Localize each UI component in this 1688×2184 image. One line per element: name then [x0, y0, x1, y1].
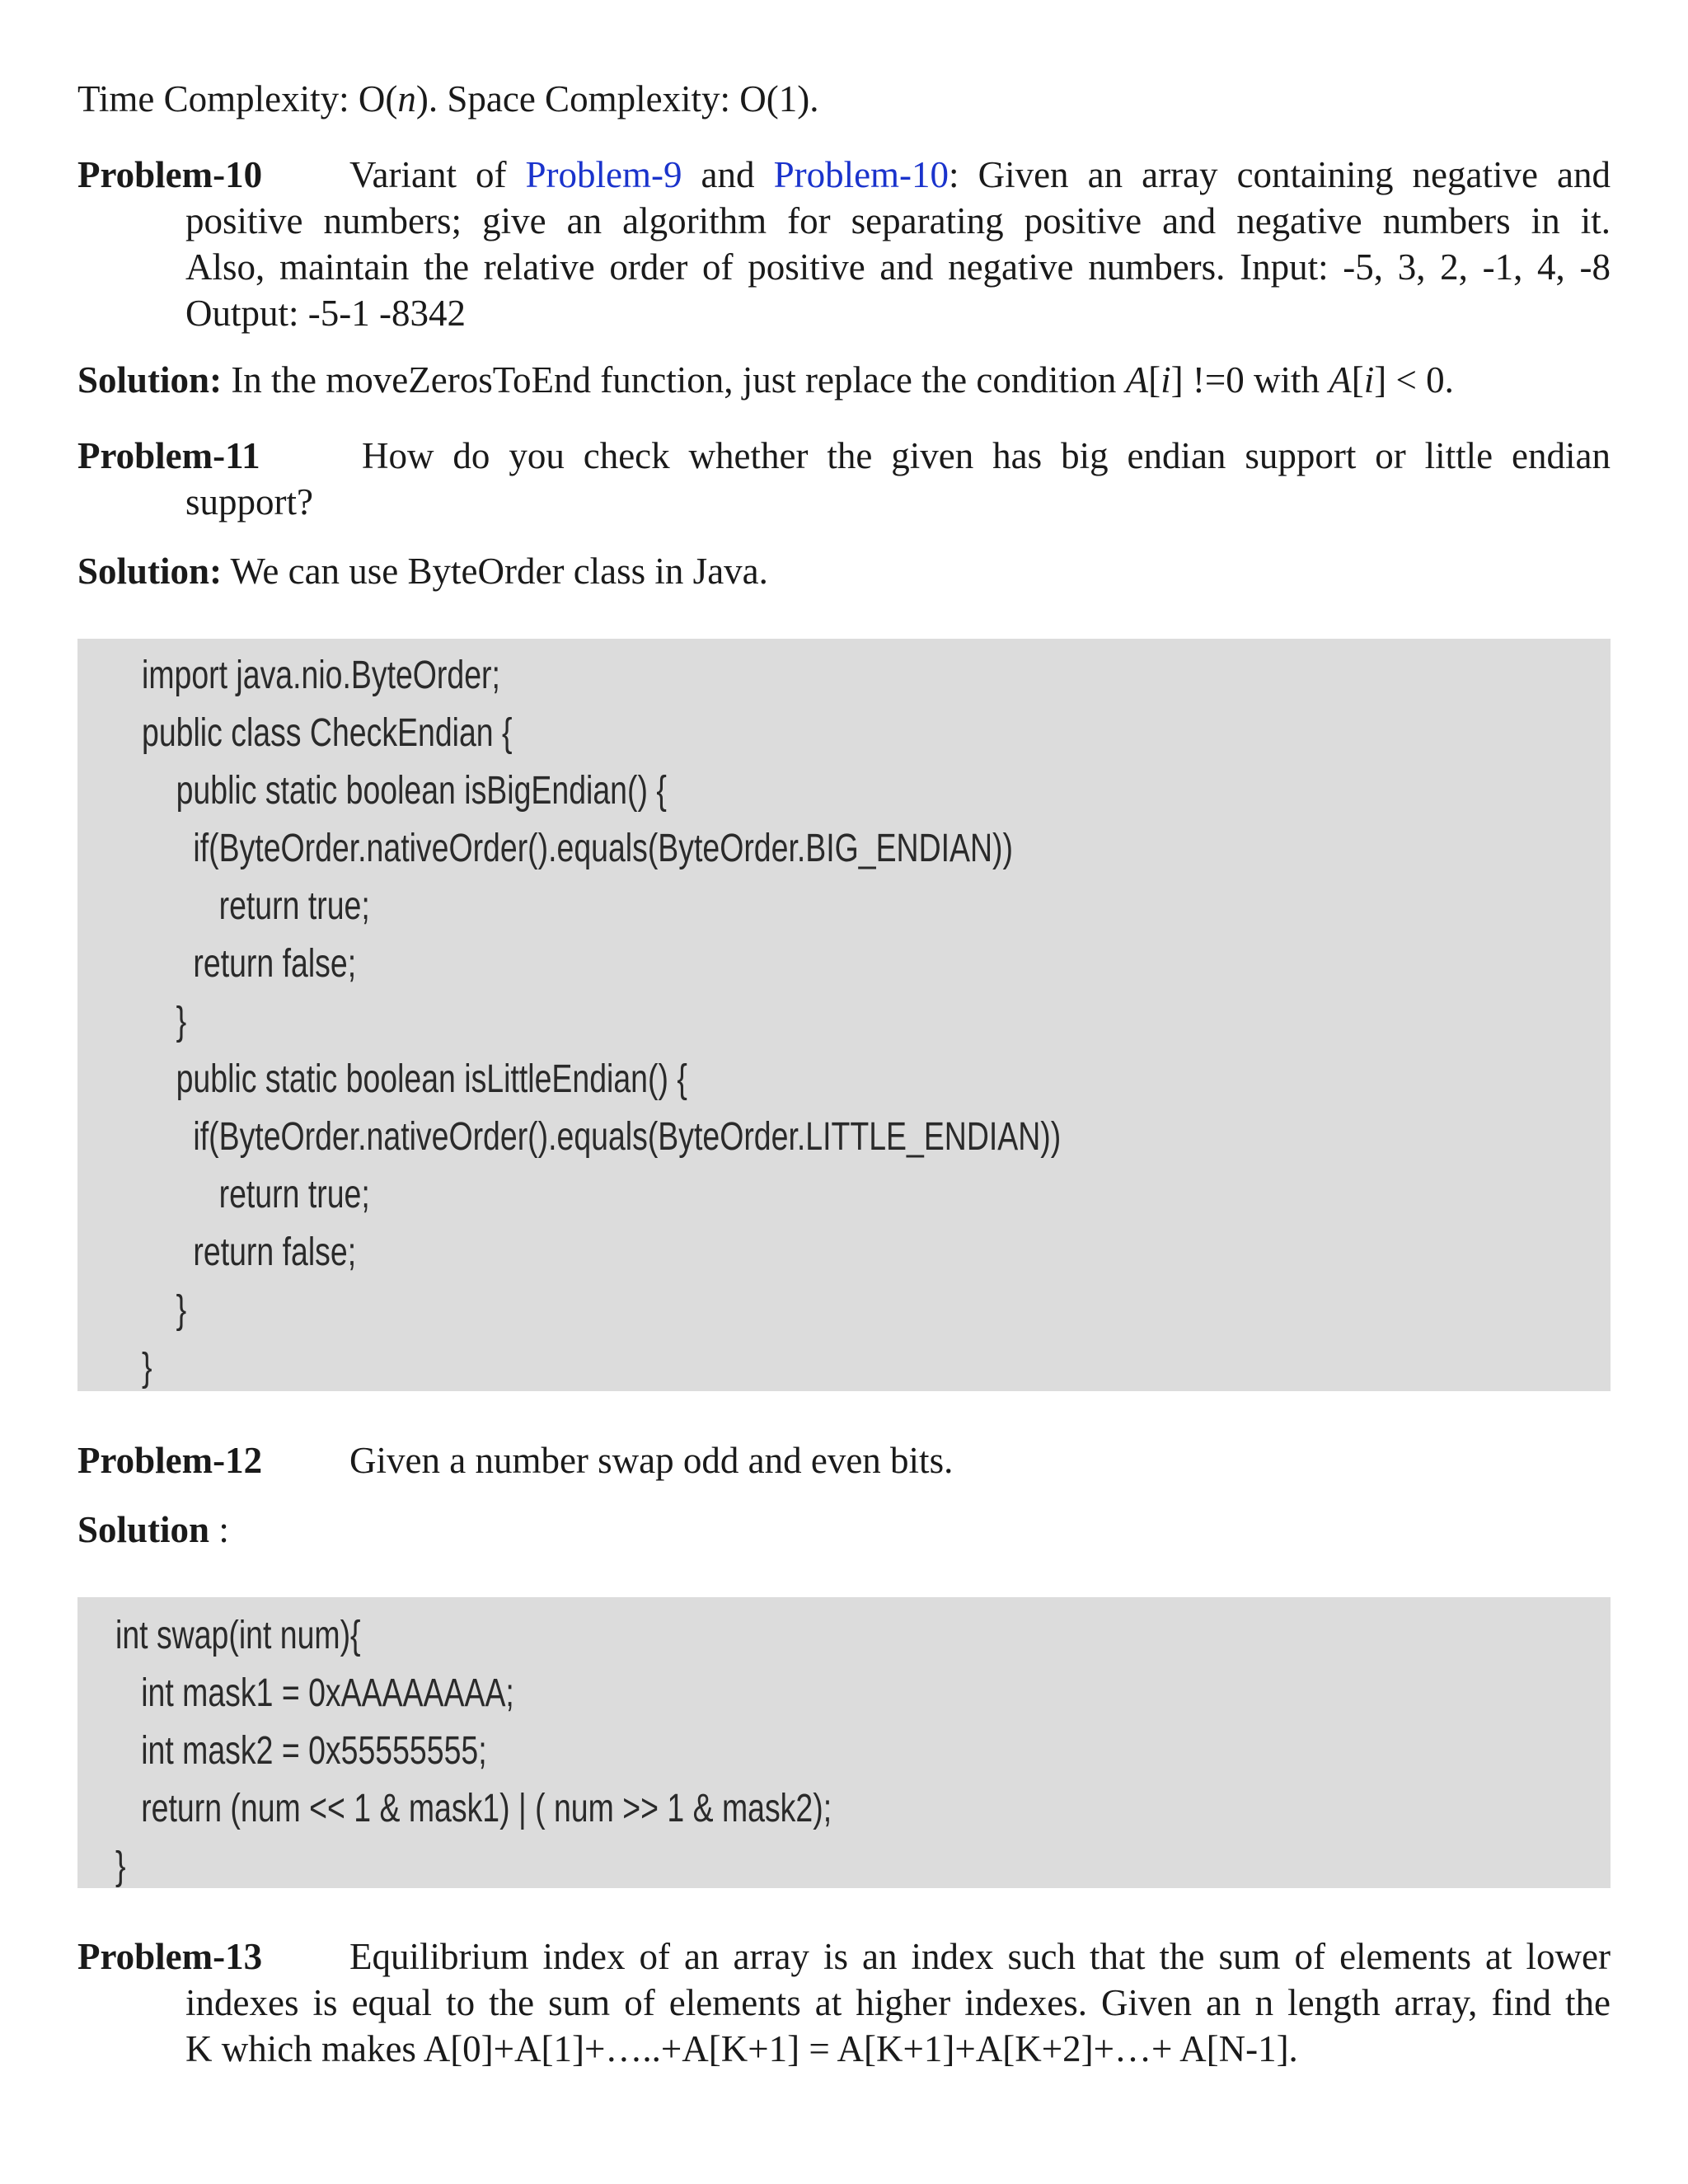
solution-11-text: We can use ByteOrder class in Java. — [222, 551, 768, 592]
solution-11-label: Solution: — [77, 551, 223, 592]
problem-12-text: Given a number swap odd and even bits. — [349, 1440, 954, 1481]
solution-12-label: Solution — [77, 1509, 210, 1550]
solution-10-text: In the moveZerosToEnd function, just replace the condition — [222, 359, 1126, 401]
code-line: if(ByteOrder.nativeOrder().equals(ByteOrder.BIG_ENDIAN)) — [142, 827, 1013, 870]
problem-12-label: Problem-12 — [77, 1440, 263, 1481]
code-line: return false; — [142, 1230, 357, 1274]
solution-10-t4: [ — [1351, 359, 1364, 401]
problem-13-line1 — [77, 1933, 1611, 1980]
code-line: } — [115, 1844, 126, 1888]
problem-13-label: Problem-13 — [77, 1936, 263, 1977]
complexity-n: n — [397, 78, 416, 120]
code-block-check-endian — [77, 639, 1611, 1391]
problem-13-line3: K which makes A[0]+A[1]+…..+A[K+1] = A[K+1]+A[K+2]+…+ A[N-1]. — [185, 2028, 1298, 2069]
solution-12-text: : — [209, 1509, 229, 1550]
code-listing-2 — [115, 1607, 832, 1896]
solution-10 — [77, 357, 1611, 403]
code-line: int swap(int num){ — [115, 1614, 361, 1657]
code-line: return false; — [142, 942, 357, 986]
code-line: } — [142, 1288, 187, 1332]
problem-10-line2: positive numbers; give an algorithm for separating positive and negative numbers in it. — [185, 200, 1611, 241]
solution-12 — [77, 1507, 1611, 1553]
code-line: public static boolean isBigEndian() { — [142, 769, 667, 813]
code-line: public static boolean isLittleEndian() { — [142, 1057, 687, 1101]
problem-10-label: Problem-10 — [77, 154, 263, 195]
problem-11-line1 — [77, 433, 1611, 479]
code-line: if(ByteOrder.nativeOrder().equals(ByteOrder.LITTLE_ENDIAN)) — [142, 1115, 1062, 1159]
problem-11 — [77, 433, 1611, 525]
code-line: import java.nio.ByteOrder; — [142, 654, 500, 697]
code-line: } — [142, 1000, 187, 1043]
solution-10-t5: ] < 0. — [1374, 359, 1454, 401]
problem-13-text: Equilibrium index of an array is an index such that the sum of elements at lower — [349, 1936, 1611, 1977]
solution-10-a2: A — [1329, 359, 1352, 401]
code-line: int mask2 = 0x55555555; — [115, 1729, 487, 1773]
problem-11-label: Problem-11 — [77, 435, 260, 476]
solution-10-label: Solution: — [77, 359, 223, 401]
complexity-text: Time Complexity: O( — [77, 78, 398, 120]
solution-10-t3: ] !=0 with — [1170, 359, 1329, 401]
problem-10-line1 — [77, 152, 1611, 198]
problem-10-text-rest: : Given an array containing negative and — [949, 154, 1611, 195]
code-listing-1 — [142, 647, 1061, 1397]
code-line: return true; — [142, 884, 370, 928]
problem-10-text-and: and — [682, 154, 774, 195]
solution-10-i2: i — [1363, 359, 1375, 401]
problem-10-line3: Also, maintain the relative order of positive and negative numbers. Input: -5, 3, 2, -1, 4, -8 — [185, 246, 1611, 288]
code-line: return true; — [142, 1173, 370, 1216]
code-line: int mask1 = 0xAAAAAAAA; — [115, 1671, 514, 1715]
problem-11-text: How do you check whether the given has big endian support or little endian — [362, 435, 1611, 476]
code-line: return (num << 1 & mask1) | ( num >> 1 & mask2); — [115, 1787, 832, 1830]
problem-12 — [77, 1437, 1611, 1483]
code-line: } — [142, 1346, 152, 1390]
solution-10-a1: A — [1125, 359, 1149, 401]
problem-13-line2: indexes is equal to the sum of elements at higher indexes. Given an n length array, find the — [185, 1982, 1611, 2023]
complexity-text-end: ). Space Complexity: O(1). — [415, 78, 819, 120]
problem-10 — [77, 152, 1611, 336]
code-line: public class CheckEndian { — [142, 711, 513, 755]
problem-10-line4: Output: -5-1 -8342 — [185, 293, 466, 334]
link-problem-9[interactable]: Problem-9 — [525, 154, 682, 195]
solution-11 — [77, 548, 1611, 594]
problem-13 — [77, 1933, 1611, 2072]
solution-10-t2: [ — [1148, 359, 1161, 401]
solution-10-i1: i — [1160, 359, 1171, 401]
problem-11-line2: support? — [185, 481, 313, 523]
complexity-line — [77, 76, 1611, 122]
link-problem-10[interactable]: Problem-10 — [773, 154, 950, 195]
code-block-swap-bits — [77, 1597, 1611, 1888]
problem-10-text: Variant of — [349, 154, 526, 195]
